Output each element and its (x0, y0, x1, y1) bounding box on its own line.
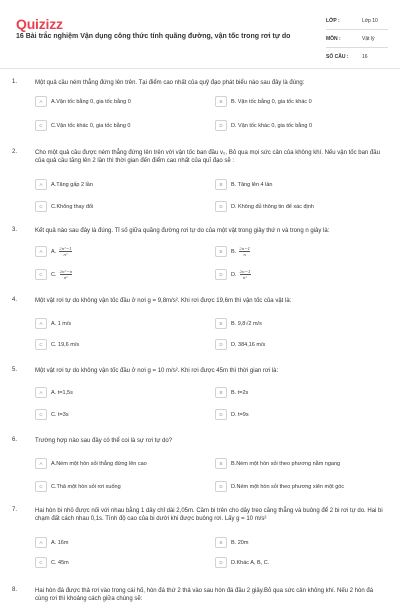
question-number: 5. (12, 367, 18, 373)
option-c[interactable] (35, 120, 195, 131)
option-c[interactable] (35, 409, 195, 420)
option-text: B. (231, 248, 237, 255)
option-text: C.Vận tốc khác 0, gia tốc bằng 0 (51, 122, 131, 129)
option-text: B. 9,8√2 m/s (231, 320, 262, 327)
option-text: C.Thả một hòn sỏi rơi xuống (51, 483, 121, 490)
option-b[interactable] (215, 179, 375, 190)
option-d[interactable] (215, 557, 375, 568)
option-letter: B (215, 537, 227, 548)
fraction-denominator: n² (63, 252, 68, 257)
option-letter: C (35, 557, 47, 568)
quizizz-logo: Quizizz (16, 16, 63, 32)
option-letter: A (35, 246, 47, 257)
option-text: C. 45m (51, 559, 69, 566)
option-text: C. (51, 271, 57, 278)
option-letter: B (215, 387, 227, 398)
question-number: 7. (12, 507, 18, 513)
question-text: Cho một quả cầu được ném thẳng đứng lên trên với vận tốc ban đầu v₀. Bỏ qua mọi sức cản của không khí. Nếu vận tốc ban đầu của quả cầu tăng lên 2 lần thì thời gian đến điểm cao nhất của quĩ đạo sẽ : (35, 150, 380, 164)
option-letter: C (35, 339, 47, 350)
meta-row-count (326, 48, 388, 65)
option-letter: C (35, 269, 47, 280)
option-text: D. 384,16 m/s (231, 341, 266, 348)
option-text: C. t=3s (51, 411, 69, 418)
option-letter: C (35, 409, 47, 420)
fraction-numerator: 2n−1 (239, 269, 251, 274)
option-text: A.Vận tốc bằng 0, gia tốc bằng 0 (51, 98, 131, 105)
question-text: Trường hợp nào sau đây có thể coi là sự rơi tự do? (35, 438, 173, 444)
question-number: 1. (12, 79, 18, 85)
meta-label: SỐ CÂU : (326, 53, 349, 60)
option-a[interactable] (35, 96, 195, 107)
option-letter: A (35, 387, 47, 398)
option-letter: D (215, 481, 227, 492)
option-text: A. (51, 248, 57, 255)
option-a[interactable] (35, 179, 195, 190)
option-text: D. Vận tốc khác 0, gia tốc bằng 0 (231, 122, 313, 129)
page-title: 16 Bài trắc nghiệm Vận dụng công thức tính quãng đường, vận tốc trong rơi tự do (16, 33, 291, 40)
option-d[interactable] (215, 339, 375, 350)
question-text: Một vật rơi tự do không vận tốc đầu ở nơi g = 10 m/s². Khi rơi được 45m thì thời gian rơi là: (35, 368, 279, 374)
option-a[interactable] (35, 387, 195, 398)
option-text: D. (231, 271, 237, 278)
option-text: B. 20m (231, 539, 249, 546)
option-text: A.Tăng gấp 2 lần (51, 181, 93, 188)
option-text: B. Tăng lên 4 lần (231, 181, 273, 188)
meta-value: Vật lý (362, 35, 375, 42)
option-text: D.Khác A, B, C. (231, 559, 270, 566)
fraction-numerator: 2n²−n (59, 269, 73, 274)
fraction (60, 269, 73, 280)
meta-row-subject (326, 30, 388, 48)
fraction-denominator: n (243, 252, 246, 257)
option-text: B. Vận tốc bằng 0, gia tốc khác 0 (231, 98, 312, 105)
question-text: Hai hòn bi nhỏ được nối với nhau bằng 1 dây chỉ dài 2,05m. Cầm bi trên cho dây treo căng thẳng và buông để 2 bi rơi tự do. Hai bi chạm đất cách nhau 0,1s. Tính độ cao của bi dưới khi được buông rơi. Lấy g = 10 m/s² (35, 508, 383, 522)
fraction (239, 246, 250, 257)
meta-box (326, 12, 388, 65)
meta-label: MÔN : (326, 35, 341, 42)
option-a[interactable] (35, 318, 195, 329)
option-a[interactable] (35, 458, 195, 469)
option-d[interactable] (215, 269, 375, 280)
question-number: 6. (12, 437, 18, 443)
option-letter: D (215, 201, 227, 212)
option-b[interactable] (215, 387, 375, 398)
option-letter: D (215, 339, 227, 350)
option-c[interactable] (35, 481, 195, 492)
option-c[interactable] (35, 557, 195, 568)
option-c[interactable] (35, 201, 195, 212)
fraction-numerator: 2n−1 (239, 246, 251, 251)
fraction (240, 269, 251, 280)
option-letter: A (35, 458, 47, 469)
question-number: 4. (12, 297, 18, 303)
option-letter: A (35, 537, 47, 548)
option-text: C.Không thay đổi (51, 203, 94, 210)
option-text: A. 1 m/s (51, 320, 72, 327)
question-number: 2. (12, 149, 18, 155)
option-d[interactable] (215, 120, 375, 131)
option-letter: B (215, 458, 227, 469)
fraction (59, 246, 72, 257)
option-letter: D (215, 409, 227, 420)
option-letter: A (35, 96, 47, 107)
option-d[interactable] (215, 409, 375, 420)
option-letter: B (215, 318, 227, 329)
meta-label: LỚP : (326, 17, 340, 24)
option-b[interactable] (215, 458, 375, 469)
fraction-numerator: 2n²−1 (59, 246, 72, 251)
option-c[interactable] (35, 269, 195, 280)
meta-value: Lớp 10 (362, 17, 378, 24)
option-letter: B (215, 96, 227, 107)
fraction-denominator: n² (63, 275, 68, 280)
option-letter: B (215, 246, 227, 257)
question-text: Hai hòn đá được thả rơi vào trong cái hố, hòn đá thứ 2 thả vào sau hòn đá đầu 2 giây.Bỏ qua sức cản không khí. Nếu 2 hòn đá cùng rơi thì khoảng cách giữa chúng sẽ: (35, 588, 374, 602)
option-text: A. t=1,5s (51, 389, 73, 396)
option-b[interactable] (215, 96, 375, 107)
question-text: Kết quả nào sau đây là đúng. Tỉ số giữa quãng đường rơi tự do của một vật trong giây thứ n và trong n giây là: (35, 228, 330, 234)
option-text: D.Ném một hòn sỏi theo phương xiên một góc (231, 483, 345, 490)
option-d[interactable] (215, 201, 375, 212)
meta-row-class (326, 12, 388, 30)
option-c[interactable] (35, 339, 195, 350)
option-letter: C (35, 201, 47, 212)
option-text: D. t=9s (231, 411, 249, 418)
option-text: D. Không đủ thông tin để xác định (231, 203, 314, 210)
question-text: Một quả cầu ném thẳng đứng lên trên. Tại điểm cao nhất của quỹ đạo phát biểu nào sau đây là đúng: (35, 80, 305, 86)
question-number: 3. (12, 227, 18, 233)
option-d[interactable] (215, 481, 375, 492)
option-letter: B (215, 179, 227, 190)
option-a[interactable] (35, 246, 195, 257)
option-letter: C (35, 481, 47, 492)
option-text: B.Ném một hòn sỏi theo phương nằm ngang (231, 460, 341, 467)
header-divider (0, 68, 400, 69)
option-letter: C (35, 120, 47, 131)
meta-value: 16 (362, 53, 368, 60)
option-text: C. 19,6 m/s (51, 341, 80, 348)
option-b[interactable] (215, 246, 375, 257)
option-b[interactable] (215, 537, 375, 548)
option-letter: A (35, 318, 47, 329)
question-text: Một vật rơi tự do không vận tốc đầu ở nơi g = 9,8m/s². Khi rơi được 19,6m thì vận tốc của vật là: (35, 298, 292, 304)
option-a[interactable] (35, 537, 195, 548)
option-text: A.Ném một hòn sỏi thẳng đứng lên cao (51, 460, 147, 467)
fraction-denominator: n² (242, 275, 248, 280)
option-letter: A (35, 179, 47, 190)
option-letter: D (215, 120, 227, 131)
question-number: 8. (12, 587, 18, 593)
option-text: A. 16m (51, 539, 69, 546)
option-text: B. t=2s (231, 389, 249, 396)
option-letter: D (215, 557, 227, 568)
option-letter: D (215, 269, 227, 280)
option-b[interactable] (215, 318, 375, 329)
